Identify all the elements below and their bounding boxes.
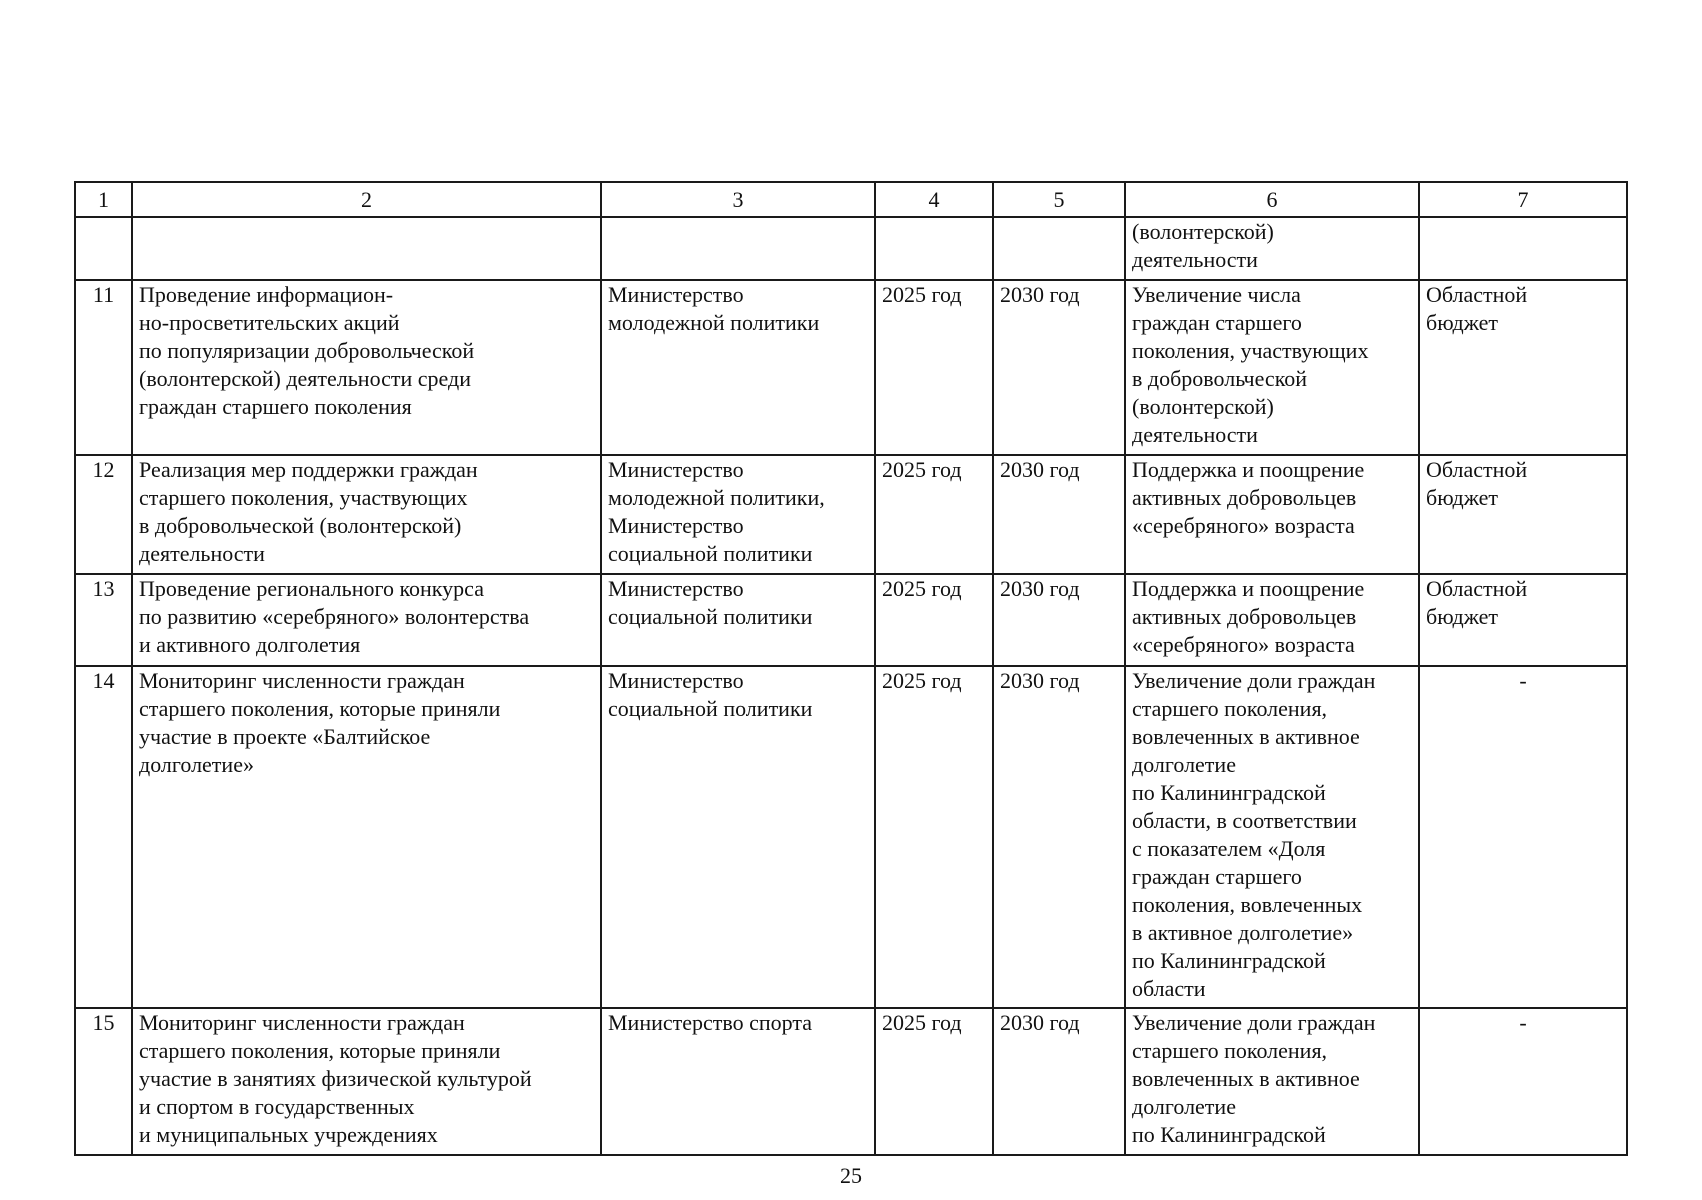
activity-cell: [132, 217, 601, 280]
row-number-cell: 15: [75, 1008, 132, 1155]
expected-result-cell: Увеличение доли граждан старшего поколения, вовлеченных в активное долголетие по Калининградской: [1125, 1008, 1419, 1155]
executor-cell: Министерство социальной политики: [601, 574, 875, 666]
activity-cell: Проведение информацион- но-просветительских акций по популяризации добровольческой (волонтерской) деятельности среди граждан старшего поколения: [132, 280, 601, 455]
table-row: [75, 1008, 1627, 1155]
expected-result-cell: Увеличение числа граждан старшего поколения, участвующих в добровольческой (волонтерской) деятельности: [1125, 280, 1419, 455]
end-year-cell: 2030 год: [993, 455, 1125, 574]
funding-source-cell: Областной бюджет: [1419, 455, 1627, 574]
column-number-cell: 6: [1125, 182, 1419, 217]
column-number-cell: 1: [75, 182, 132, 217]
column-number-cell: 4: [875, 182, 993, 217]
column-number-cell: 7: [1419, 182, 1627, 217]
row-number-cell: 14: [75, 666, 132, 1008]
row-number-cell: [75, 217, 132, 280]
column-number-row: [75, 182, 1627, 217]
end-year-cell: 2030 год: [993, 1008, 1125, 1155]
executor-cell: Министерство социальной политики: [601, 666, 875, 1008]
activity-cell: Проведение регионального конкурса по развитию «серебряного» волонтерства и активного долголетия: [132, 574, 601, 666]
plan-table: [74, 181, 1628, 1156]
start-year-cell: 2025 год: [875, 455, 993, 574]
executor-cell: Министерство молодежной политики, Министерство социальной политики: [601, 455, 875, 574]
funding-source-cell: -: [1419, 1008, 1627, 1155]
start-year-cell: 2025 год: [875, 280, 993, 455]
funding-source-cell: Областной бюджет: [1419, 280, 1627, 455]
start-year-cell: 2025 год: [875, 1008, 993, 1155]
executor-cell: Министерство спорта: [601, 1008, 875, 1155]
column-number-cell: 5: [993, 182, 1125, 217]
table-row: [75, 455, 1627, 574]
column-number-cell: 3: [601, 182, 875, 217]
activity-cell: Реализация мер поддержки граждан старшего поколения, участвующих в добровольческой (волонтерской) деятельности: [132, 455, 601, 574]
table-row: [75, 280, 1627, 455]
table-row: [75, 217, 1627, 280]
start-year-cell: [875, 217, 993, 280]
row-number-cell: 13: [75, 574, 132, 666]
end-year-cell: 2030 год: [993, 280, 1125, 455]
column-number-cell: 2: [132, 182, 601, 217]
table-row: [75, 666, 1627, 1008]
executor-cell: Министерство молодежной политики: [601, 280, 875, 455]
end-year-cell: 2030 год: [993, 574, 1125, 666]
expected-result-cell: Поддержка и поощрение активных добровольцев «серебряного» возраста: [1125, 455, 1419, 574]
executor-cell: [601, 217, 875, 280]
funding-source-cell: [1419, 217, 1627, 280]
activity-cell: Мониторинг численности граждан старшего поколения, которые приняли участие в занятиях физической культурой и спортом в государственных и муниципальных учреждениях: [132, 1008, 601, 1155]
expected-result-cell: Увеличение доли граждан старшего поколения, вовлеченных в активное долголетие по Калининградской области, в соответствии с показателем «Доля граждан старшего поколения, вовлеченных в активное долголетие» по Калининградской области: [1125, 666, 1419, 1008]
row-number-cell: 11: [75, 280, 132, 455]
funding-source-cell: Областной бюджет: [1419, 574, 1627, 666]
start-year-cell: 2025 год: [875, 574, 993, 666]
start-year-cell: 2025 год: [875, 666, 993, 1008]
activity-cell: Мониторинг численности граждан старшего поколения, которые приняли участие в проекте «Балтийское долголетие»: [132, 666, 601, 1008]
expected-result-cell: Поддержка и поощрение активных добровольцев «серебряного» возраста: [1125, 574, 1419, 666]
page-number: 25: [840, 1163, 862, 1188]
table-row: [75, 574, 1627, 666]
funding-source-cell: -: [1419, 666, 1627, 1008]
end-year-cell: 2030 год: [993, 666, 1125, 1008]
end-year-cell: [993, 217, 1125, 280]
expected-result-cell: (волонтерской) деятельности: [1125, 217, 1419, 280]
row-number-cell: 12: [75, 455, 132, 574]
